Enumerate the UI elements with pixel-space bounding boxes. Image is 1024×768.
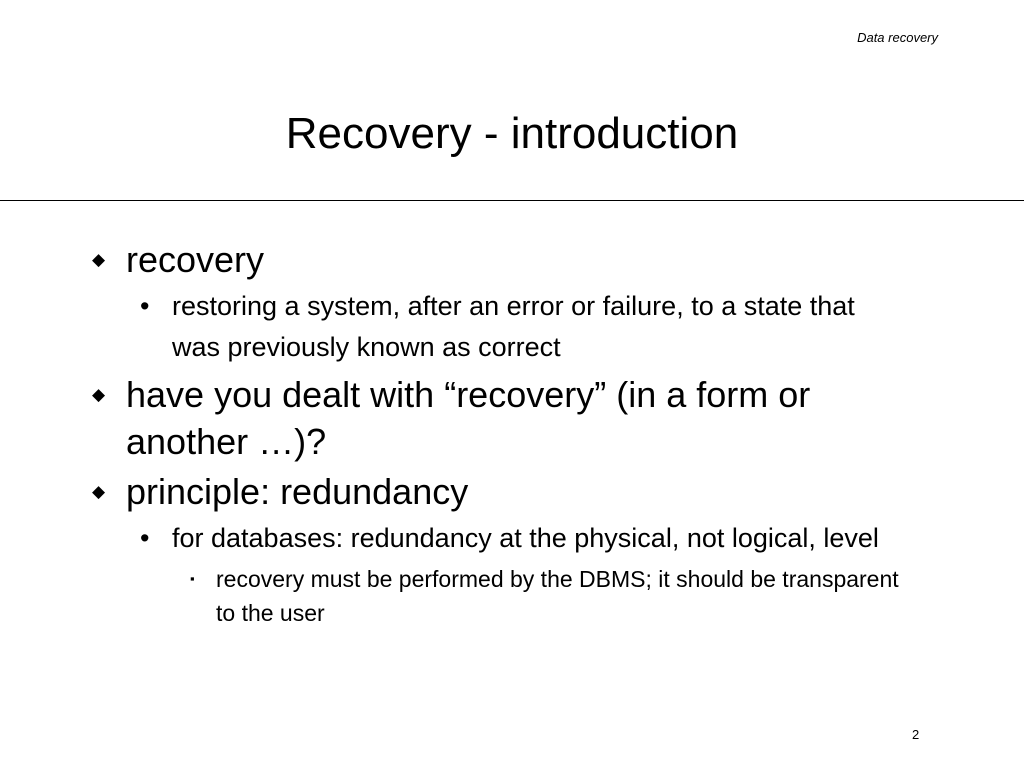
dot-bullet-icon: • [140,291,150,321]
diamond-bullet-icon: ◆ [92,385,106,404]
diamond-bullet-icon: ◆ [92,482,106,501]
header-label: Data recovery [857,30,938,45]
page-number: 2 [912,727,920,742]
dot-bullet-icon: • [140,523,150,553]
sub-sub-bullet-text: recovery must be performed by the DBMS; it should be transparent to the user [216,566,899,626]
slide-title: Recovery - introduction [285,109,739,158]
title-divider [0,200,1024,201]
bullet-text: principle: redundancy [126,471,469,512]
sub-bullet-text: restoring a system, after an error or failure, to a state that was previously known as correct [172,291,855,362]
diamond-bullet-icon: ◆ [92,250,106,269]
slide-body [0,236,1024,630]
bullet-recovery [0,236,916,283]
bullet-text: have you dealt with “recovery” (in a form or another …)? [126,374,811,462]
sub-bullet-databases [0,518,902,559]
sub-bullet-text: for databases: redundancy at the physical, not logical, level [172,523,879,553]
bullet-question [0,371,916,465]
bullet-text: recovery [126,239,265,280]
bullet-principle [0,468,916,515]
square-bullet-icon: ▪ [190,571,195,586]
sub-sub-bullet-dbms [0,562,916,630]
sub-bullet-definition [0,286,902,368]
